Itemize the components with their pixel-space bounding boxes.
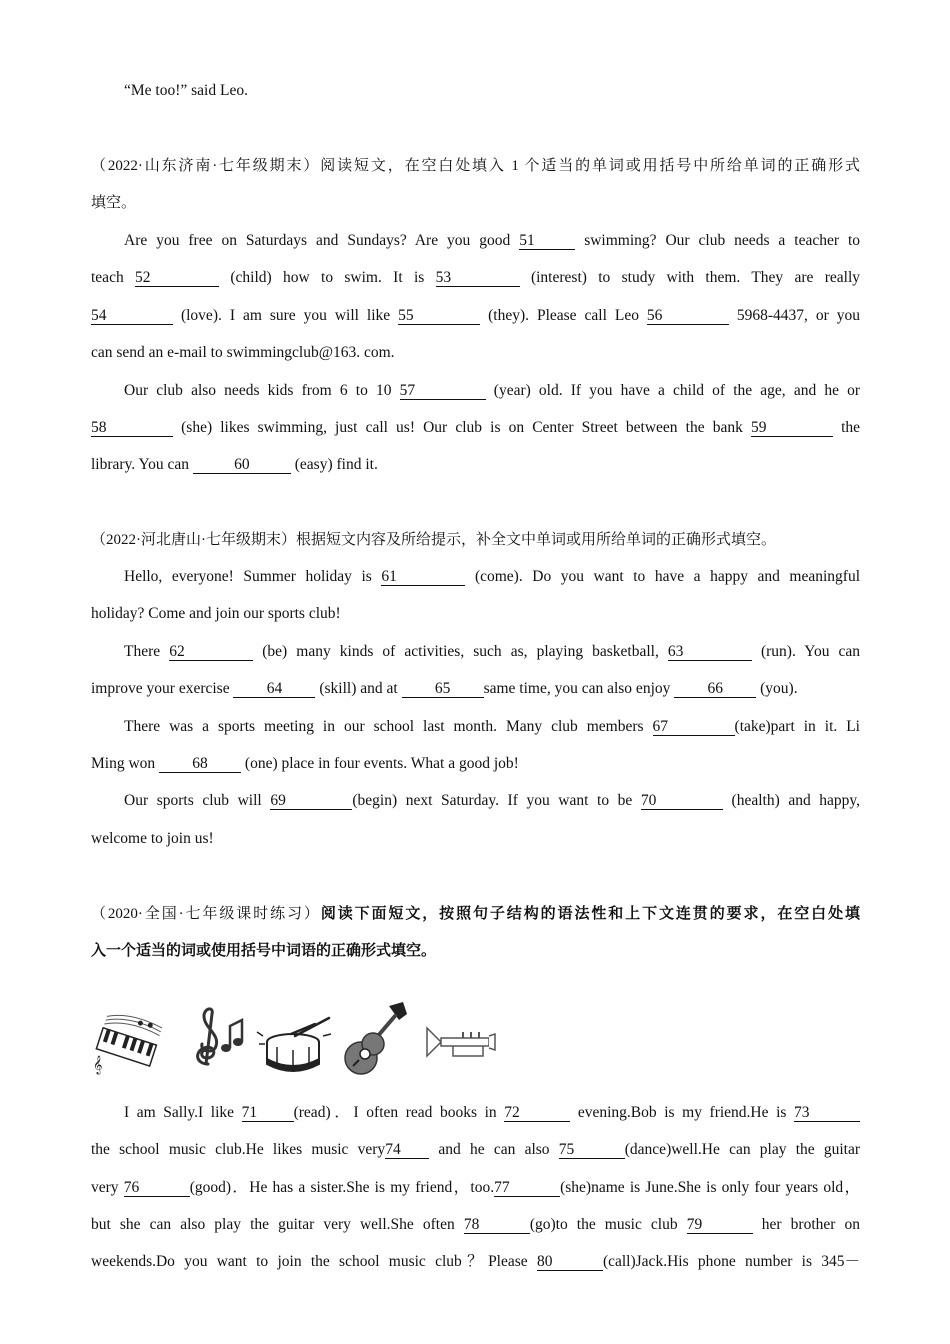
text: There [124,643,161,660]
section2-p4-line2: welcome to join us! [91,830,214,847]
text: (dance)well.He can play the guitar [624,1141,861,1158]
text: Hello, everyone! Summer holiday is [124,568,372,585]
text: (begin) next Saturday. If you want to be [352,792,633,809]
section1-p1-line1 [91,222,860,260]
section2-p3-line1 [91,708,860,746]
blank-63[interactable]: 63 [668,644,752,661]
section1-p2-line1 [91,372,860,410]
blank-76[interactable]: 76 [124,1180,190,1197]
section2-p4-line1 [91,782,860,820]
music-notes-icon [186,1004,246,1074]
section2-p1-line1 [91,558,860,596]
text: weekends.Do you want to join the school music club？Please [91,1253,528,1270]
section2-p3-line2 [91,745,860,783]
blank-66[interactable]: 66 [674,681,756,698]
blank-64[interactable]: 64 [233,681,315,698]
text: (love). I am sure you will like [180,307,391,324]
blank-75[interactable]: 75 [559,1142,625,1159]
section1-source: （2022·山东济南·七年级期末）阅读短文，在空白处填入 1 个适当的单词或用括号中所给单词的正确形式 [91,158,860,174]
text: her brother on [761,1216,861,1233]
section3-line3 [91,1169,860,1207]
section3-line1 [91,1094,860,1132]
instrument-icons [91,1000,511,1090]
blank-55[interactable]: 55 [398,308,480,325]
text: Ming won [91,755,156,772]
text: (come). Do you want to have a happy and meaningful [474,568,861,585]
blank-60[interactable]: 60 [193,457,291,474]
text: (they). Please call Leo [488,307,639,324]
text: (call)Jack.His phone number is 345－ [602,1253,861,1270]
text: (she) likes swimming, just call us! Our club is on Center Street between the bank [181,419,743,436]
section3-source-end: 入一个适当的词或使用括号中词语的正确形式填空。 [91,943,437,959]
text: (skill) and at [319,680,398,697]
text: (health) and happy, [731,792,861,809]
blank-54[interactable]: 54 [91,308,173,325]
section2-source: （2022·河北唐山·七年级期末）根据短文内容及所给提示，补全文中单词或用所给单词的正确形式填空。 [91,532,776,548]
blank-58[interactable]: 58 [91,420,173,437]
text: evening.Bob is my friend.He is [577,1104,787,1121]
blank-52[interactable]: 52 [135,270,219,287]
text: the [841,419,861,436]
blank-69[interactable]: 69 [270,793,352,810]
blank-51[interactable]: 51 [519,233,575,250]
text: (easy) find it. [294,456,378,473]
blank-70[interactable]: 70 [641,793,723,810]
blank-73[interactable]: 73 [794,1105,860,1122]
text: but she can also play the guitar very well.She often [91,1216,455,1233]
blank-65[interactable]: 65 [402,681,484,698]
text: (be) many kinds of activities, such as, playing basketball, [262,643,659,660]
section3-line4 [91,1206,860,1244]
text: 5968-4437, or you [736,307,861,324]
blank-68[interactable]: 68 [159,756,241,773]
blank-77[interactable]: 77 [494,1180,560,1197]
blank-62[interactable]: 62 [169,644,253,661]
blank-74[interactable]: 74 [385,1142,429,1159]
section2-p1-line2: holiday? Come and join our sports club! [91,605,341,622]
blank-56[interactable]: 56 [647,308,729,325]
blank-61[interactable]: 61 [381,569,465,586]
drum-icon [255,1014,335,1080]
section1-p2-line2 [91,409,860,447]
trumpet-icon [423,1022,499,1070]
blank-72[interactable]: 72 [504,1105,570,1122]
text: (take)part in it. Li [734,718,860,735]
blank-71[interactable]: 71 [242,1105,294,1122]
text: Our sports club will [124,792,262,809]
text: teach [91,269,124,286]
text: same time, you can also enjoy [483,680,671,697]
instruction: 阅读下面短文，按照句子结构的语法性和上下文连贯的要求，在空白处填 [320,906,860,922]
section1-p2-line3 [91,446,860,484]
text: Are you free on Saturdays and Sundays? Are you good [124,232,511,249]
text: (you). [760,680,798,697]
piano-keyboard-icon [91,1010,163,1080]
section2-p2-line2 [91,670,860,708]
text: (read)．I often read books in [293,1104,497,1121]
intro-line: “Me too!” said Leo. [124,82,248,99]
section3-line5 [91,1243,860,1281]
section1-p1-line3 [91,297,860,335]
blank-59[interactable]: 59 [751,420,833,437]
blank-67[interactable]: 67 [653,719,735,736]
section3-source [91,895,860,933]
text: (one) place in four events. What a good job! [244,755,519,772]
section1-source-end: 填空。 [91,195,137,211]
section3-line2 [91,1131,860,1169]
text: (run). You can [760,643,861,660]
text: swimming? Our club needs a teacher to [584,232,861,249]
text: (child) how to swim. It is [230,269,425,286]
text: (year) old. If you have a child of the age, and he or [493,382,861,399]
blank-80[interactable]: 80 [537,1254,603,1271]
text: (good)．He has a sister.She is my friend，too. [189,1179,495,1196]
blank-78[interactable]: 78 [464,1217,530,1234]
text: very [91,1179,119,1196]
section1-p1-line2 [91,259,860,297]
text: (interest) to study with them. They are really [530,269,861,286]
text: (go)to the music club [529,1216,678,1233]
text: (she)name is June.She is only four years old， [560,1179,861,1196]
guitar-icon [341,1000,411,1082]
text: Our club also needs kids from 6 to 10 [124,382,392,399]
blank-57[interactable]: 57 [400,383,486,400]
text: and he can also [438,1141,550,1158]
text: I am Sally.I like [124,1104,235,1121]
source-tag: （2020·全国·七年级课时练习） [91,906,321,922]
svg-text:𝄞: 𝄞 [93,1055,103,1074]
section1-p1-line4: can send an e-mail to swimmingclub@163. com. [91,344,395,361]
section2-p2-line1 [91,633,860,671]
blank-53[interactable]: 53 [436,270,520,287]
blank-79[interactable]: 79 [687,1217,753,1234]
text: improve your exercise [91,680,230,697]
text: library. You can [91,456,190,473]
text: the school music club.He likes music very [91,1141,386,1158]
text: There was a sports meeting in our school last month. Many club members [124,718,644,735]
